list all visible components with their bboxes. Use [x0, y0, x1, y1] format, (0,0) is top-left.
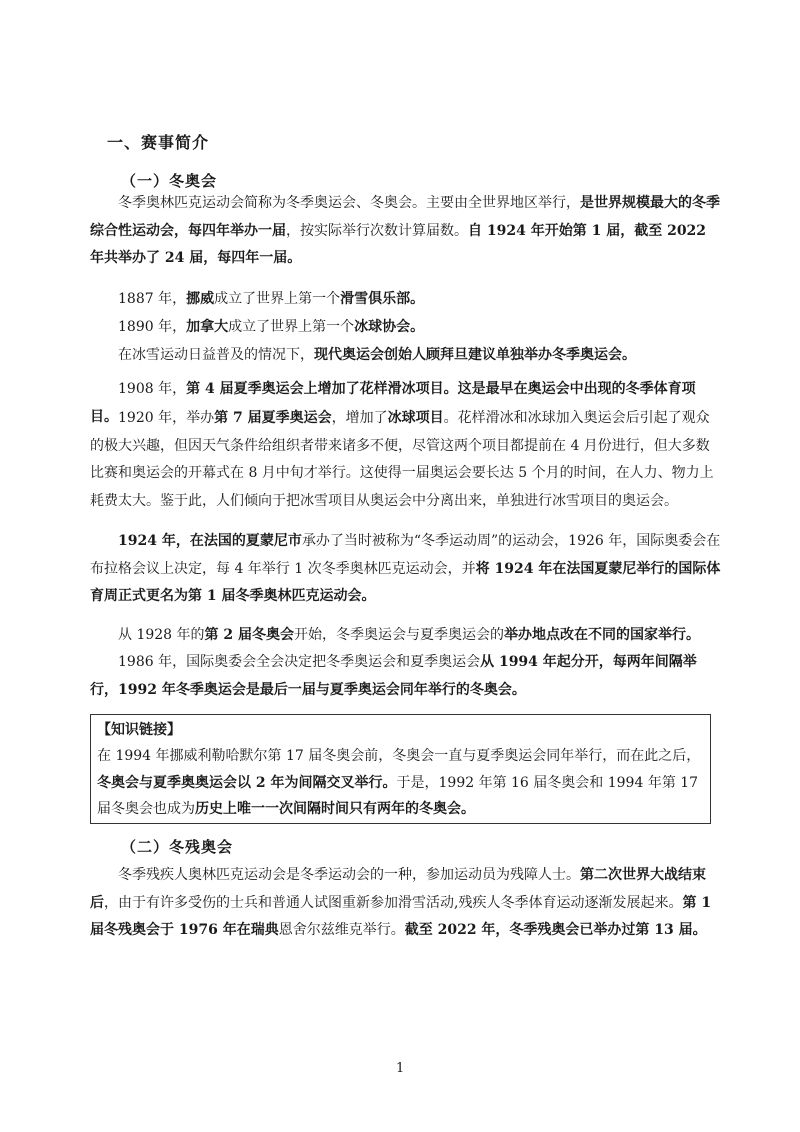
paragraph-1928: 从 1928 年的第 2 届冬奥会开始，冬季奥运会与夏季奥运会的举办地点改在不同的国家举行。 — [118, 627, 701, 643]
paragraph-1924: 1924 年，在法国的夏蒙尼市承办了当时被称为“冬季运动周”的运动会，1926 年，国际奥委会在布拉格会议上决定，每 4 年举行 1 次冬季奥林匹克运动会，并将 1924 年在法国夏蒙尼举行的国际体育周正式更名为第 1 届冬季奥林匹克运动会。 — [90, 533, 721, 604]
paragraph-coubertin: 在冰雪运动日益普及的情况下，现代奥运会创始人顾拜旦建议单独举办冬季奥运会。 — [118, 347, 636, 363]
paragraph-1890: 1890 年，加拿大成立了世界上第一个冰球协会。 — [118, 319, 425, 335]
paragraph-intro: 冬季奥林匹克运动会简称为冬季奥运会、冬奥会。主要由全世界地区举行，是世界规模最大的冬季综合性运动会，每四年举办一届，按实际举行次数计算届数。自 1924 年开始第 1 届，截至 2022 年共举办了 24 届，每四年一届。 — [90, 195, 720, 266]
section-title: 一、赛事简介 — [107, 133, 210, 152]
knowledge-link-body: 在 1994 年挪威利勒哈默尔第 17 届冬奥会前，冬奥会一直与夏季奥运会同年举行，而在此之后，冬奥会与夏季奥奥运会以 2 年为间隔交叉举行。于是，1992 年第 16 届冬奥会和 1994 年第 17 届冬奥会也成为历史上唯一一次间隔时间只有两年的冬奥会。 — [97, 748, 701, 817]
paragraph-1920: 1920 年，举办第 7 届夏季奥运会，增加了冰球项目。花样滑冰和冰球加入奥运会后引起了观众的极大兴趣，但因天气条件给组织者带来诸多不便，尽管这两个项目都提前在 4 月份进行，但大多数比赛和奥运会的开幕式在 8 月中旬才举行。这使得一届奥运会要长达 5 个月的时间，在人力、物力上耗费太大。鉴于此，人们倾向于把冰雪项目从奥运会中分离出来，单独进行冰雪项目的奥运会。 — [90, 410, 714, 509]
paragraph-paralympics: 冬季残疾人奥林匹克运动会是冬季运动会的一种，参加运动员为残障人士。第二次世界大战结束后，由于有许多受伤的士兵和普通人试图重新参加滑雪活动,残疾人冬季体育运动逐渐发展起来。第 1 届冬残奥会于 1976 年在瑞典恩舍尔兹维克举行。截至 2022 年，冬季残奥会已举办过第 13 届。 — [90, 867, 712, 938]
subsection-title-winter-olympics: （一）冬奥会 — [121, 172, 218, 190]
knowledge-link-box — [90, 714, 711, 824]
paragraph-1887: 1887 年，挪威成立了世界上第一个滑雪俱乐部。 — [118, 291, 425, 307]
paragraph-1908: 1908 年，第 4 届夏季奥运会上增加了花样滑冰项目。这是最早在奥运会中出现的冬季体育项目。 — [90, 381, 696, 425]
knowledge-link-title: 【知识链接】 — [97, 722, 181, 738]
subsection-title-paralympics: （二）冬残奥会 — [121, 838, 234, 856]
paragraph-1986: 1986 年，国际奥委会全会决定把冬季奥运会和夏季奥运会从 1994 年起分开，每两年间隔举行，1992 年冬季奥运会是最后一届与夏季奥运会同年举行的冬奥会。 — [90, 654, 697, 698]
page-number: 1 — [396, 1061, 405, 1076]
